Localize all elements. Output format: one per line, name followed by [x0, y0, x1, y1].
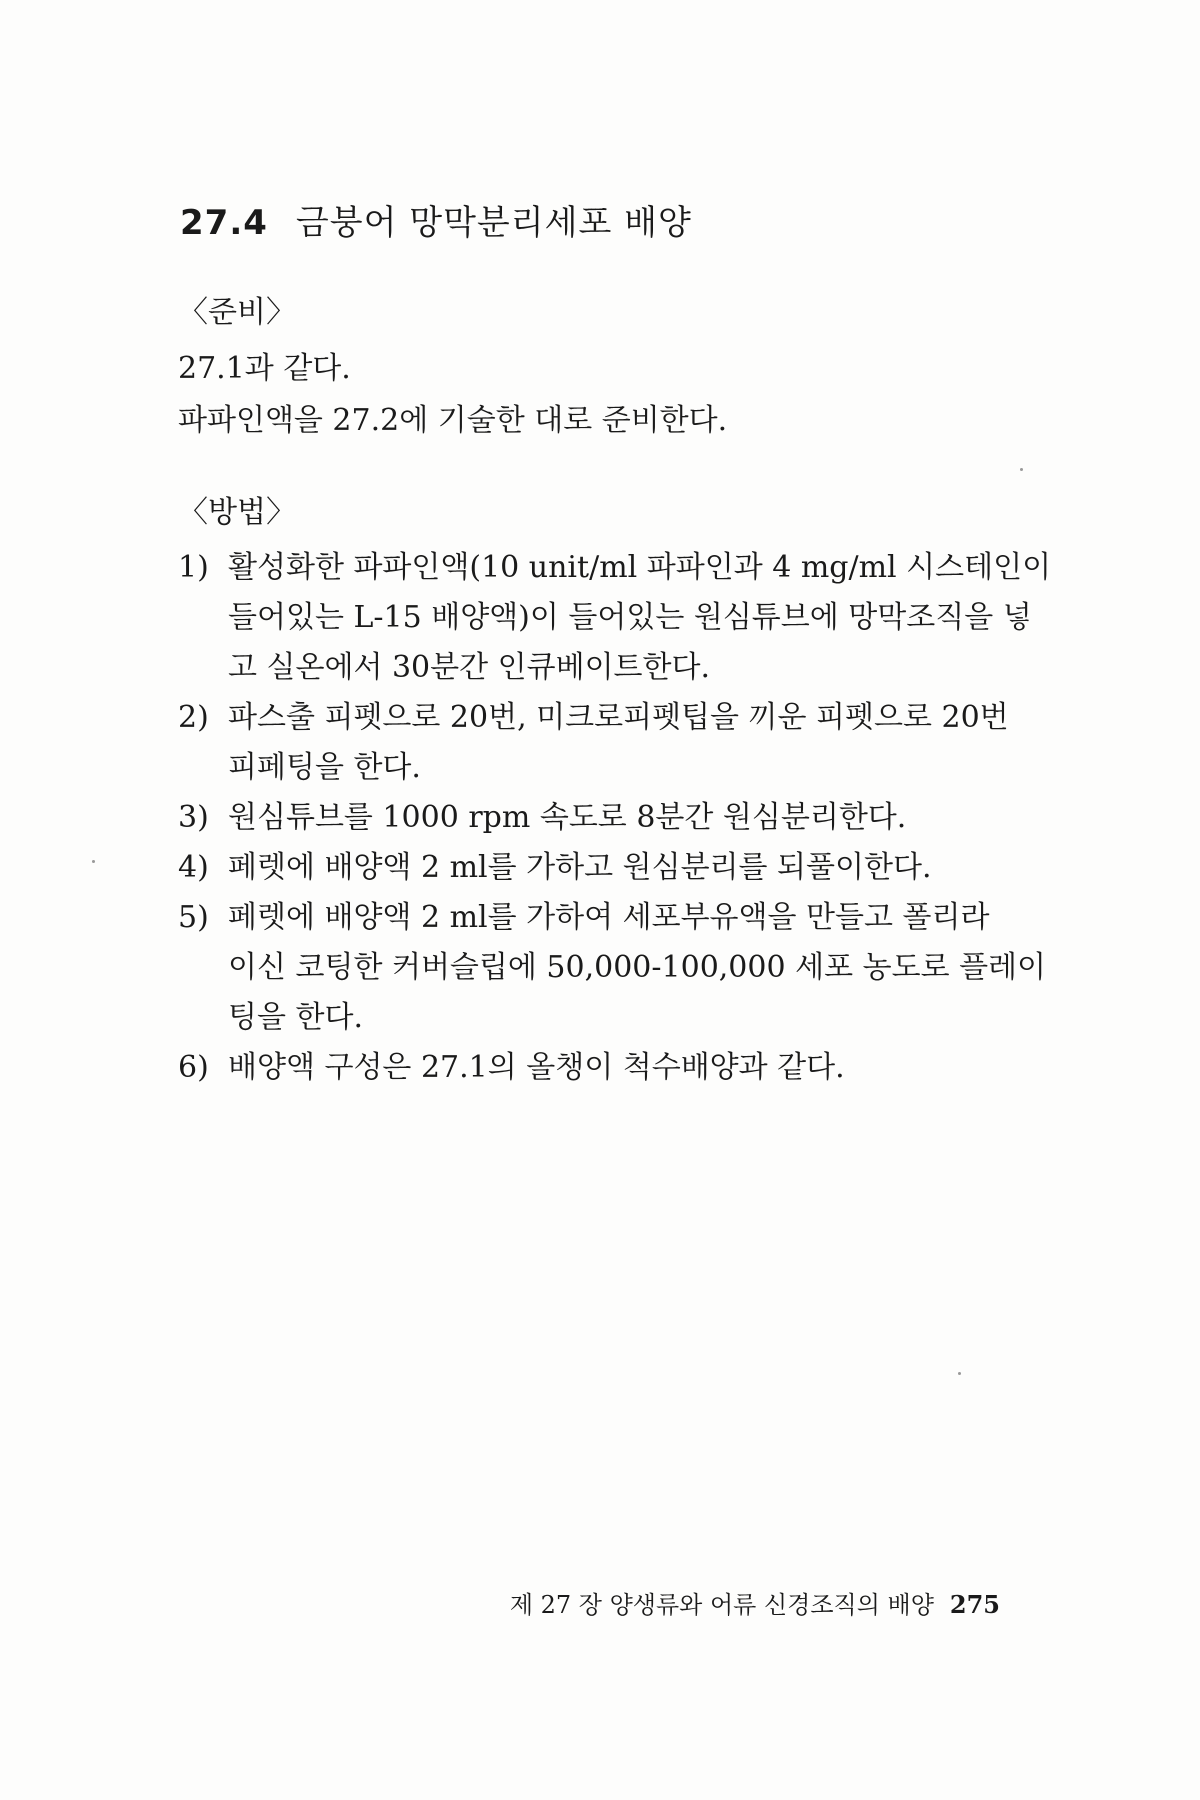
- running-chapter-title: 제 27 장 양생류와 어류 신경조직의 배양: [509, 1591, 934, 1619]
- item-marker: 5): [178, 900, 209, 935]
- page-footer: [510, 1585, 1000, 1620]
- method-item-1: [178, 543, 1052, 693]
- method-item-4: [178, 843, 1038, 893]
- method-list: [178, 543, 1052, 1093]
- item-line: 원심튜브를 1000 rpm 속도로 8분간 원심분리한다.: [228, 800, 907, 835]
- item-marker: 1): [178, 550, 209, 585]
- item-line: 이신 코팅한 커버슬립에 50,000-100,000 세포 농도로 플레이: [228, 950, 1047, 985]
- item-marker: 4): [178, 850, 209, 885]
- item-line: 배양액 구성은 27.1의 올챙이 척수배양과 같다.: [228, 1050, 845, 1085]
- prep-line: 파파인액을 27.2에 기술한 대로 준비한다.: [178, 403, 728, 438]
- method-item-2: [178, 693, 1038, 793]
- item-line: 파스출 피펫으로 20번, 미크로피펫팁을 끼운 피펫으로 20번: [228, 700, 1009, 735]
- method-item-6: [178, 1043, 1038, 1093]
- method-item-5: [178, 893, 1047, 1043]
- item-marker: 2): [178, 700, 209, 735]
- speck-mark: [958, 1372, 961, 1375]
- item-marker: 3): [178, 800, 209, 835]
- item-line: 활성화한 파파인액(10 unit/ml 파파인과 4 mg/ml 시스테인이: [228, 550, 1052, 585]
- item-marker: 6): [178, 1050, 209, 1085]
- section-number: 27.4: [180, 203, 268, 243]
- item-line: 들어있는 L-15 배양액)이 들어있는 원심튜브에 망막조직을 넣: [228, 600, 1032, 635]
- method-item-3: [178, 793, 1038, 843]
- item-line: 피페팅을 한다.: [228, 750, 421, 785]
- item-line: 고 실온에서 30분간 인큐베이트한다.: [228, 650, 711, 685]
- item-line: 페렛에 배양액 2 ml를 가하여 세포부유액을 만들고 폴리라: [228, 900, 990, 935]
- item-line: 팅을 한다.: [228, 1000, 363, 1035]
- method-heading: 〈방법〉: [178, 495, 296, 530]
- page-number: 275: [949, 1590, 1000, 1619]
- item-line: 페렛에 배양액 2 ml를 가하고 원심분리를 되풀이한다.: [228, 850, 932, 885]
- section-heading: [180, 195, 692, 244]
- speck-mark: [1020, 468, 1023, 471]
- prep-heading: 〈준비〉: [178, 295, 296, 330]
- prep-line: 27.1과 같다.: [178, 351, 351, 386]
- section-title: 금붕어 망막분리세포 배양: [295, 203, 692, 243]
- speck-mark: [92, 860, 95, 863]
